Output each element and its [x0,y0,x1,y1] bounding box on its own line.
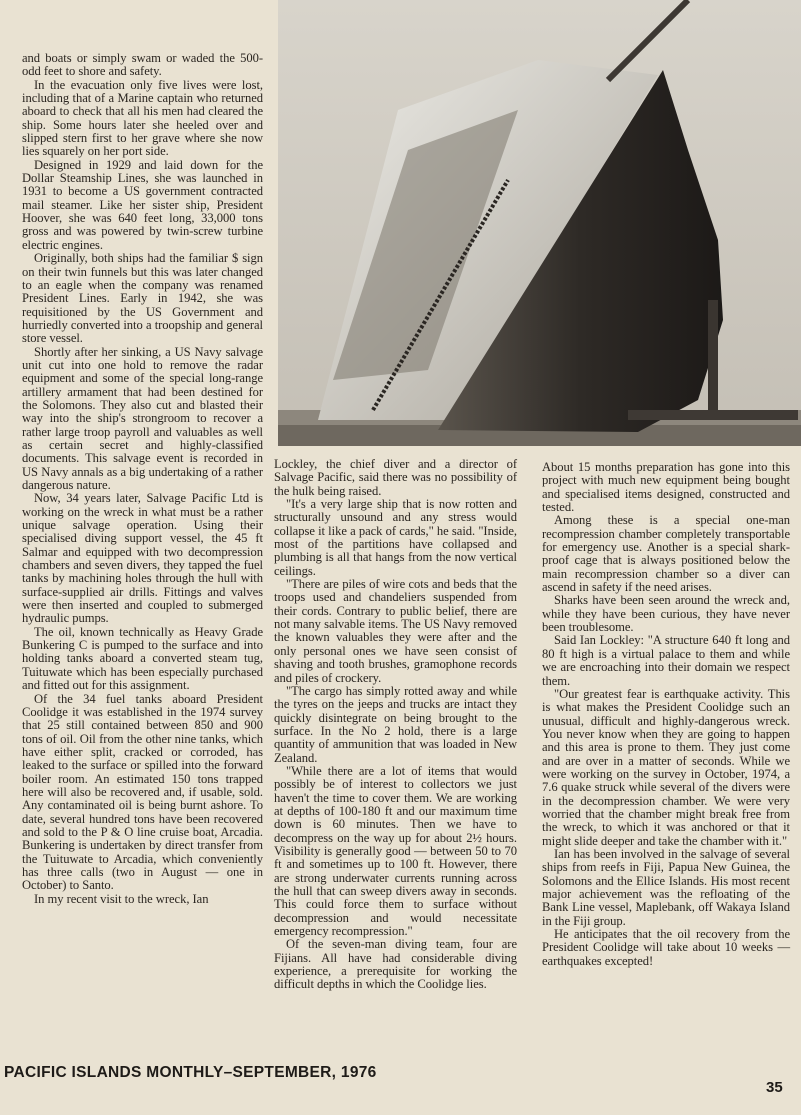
paragraph: "It's a very large ship that is now rotten and structurally unsound and any stress would collapse it like a pack of cards," he said. "Inside, most of the partitions have collapsed and plumbing is all that hangs from the now vertical ceilings. [274,497,517,578]
paragraph: "Our greatest fear is earthquake activity. This is what makes the President Coolidge such an unusual, difficult and highly-dangerous wreck. You never know when they are going to happen and this area is prone to them. They just come and are over in a matter of seconds. While we were working on the survey in October, 1974, a 7.6 quake struck while several of the divers were in the decompression chamber. We were very worried that the chamber might break free from the wreck, to which it was anchored or that it might slide deeper and take the chamber with it." [542,686,790,848]
paragraph: Said Ian Lockley: "A structure 640 ft long and 80 ft high is a virtual palace to them and while we are encroaching into their domain we respect them. [542,633,790,688]
paragraph: Now, 34 years later, Salvage Pacific Ltd is working on the wreck in what must be a rather unique salvage operation. Using their specialised diving support vessel, the 45 ft Salmar and equipped with two decompression chambers and seven divers, they tapped the fuel tanks by machining holes through the hull with surface-supplied air drills. Fittings and valves were then inserted and coupled to submerged hydraulic pumps. [22,491,263,626]
paragraph: Among these is a special one-man recompression chamber completely transportable for emergency use. Another is a special shark-proof cage that is always positioned below the main recompression chamber so a diver can ascend in safety if the need arises. [542,513,790,595]
paragraph: Ian has been involved in the salvage of several ships from reefs in Fiji, Papua New Guinea, the Solomons and the Ellice Islands. His most recent major achievement was the refloating of the Bank Line vessel, Maplebank, off Wakaya Island in the Fiji group. [542,846,790,928]
paragraph: "While there are a lot of items that would possibly be of interest to collectors we just haven't the time to cover them. We are working at depths of 100-180 ft and our maximum time down is 60 minutes. Then we have to decompress on the way up for about 2½ hours. Visibility is generally good — between 50 to 70 ft and sometimes up to 100 ft. However, there are strong underwater currents running across the hull that can sweep divers away in seconds. This could force them to surface without decompression and would necessitate emergency recompression." [274,763,517,939]
paragraph: and boats or simply swam or waded the 500-odd feet to shore and safety. [22,51,263,79]
paragraph: In the evacuation only five lives were lost, including that of a Marine captain who returned aboard to check that all his men had cleared the ship. Some hours later she heeled over and slipped stern first to her grave where she now lies squarely on her port side. [22,77,263,159]
paragraph: About 15 months preparation has gone into this project with much new equipment being bought and specialised items designed, constructed and tested. [542,460,790,515]
paragraph: "The cargo has simply rotted away and while the tyres on the jeeps and trucks are intact they quickly disintegrate on being brought to the surface. In the No 2 hold, there is a large quantity of ammunition that was loaded in New Zealand. [274,683,517,765]
paragraph: Designed in 1929 and laid down for the Dollar Steamship Lines, she was launched in 1931 to become a US government contracted mail steamer. Like her sister ship, President Hoover, she was 640 feet long, 33,000 tons gross and was powered by twin-screw turbine electric engines. [22,157,263,252]
article-column-2 [274,458,517,992]
paragraph: In my recent visit to the wreck, Ian [34,891,209,906]
paragraph: Of the 34 fuel tanks aboard President Coolidge it was established in the 1974 survey that 25 still contained between 850 and 900 tons of oil. Oil from the other nine tanks, which have either split, cracked or corroded, has leaked to the surface or spilled into the forward boiler room. An estimated 150 tons trapped here will also be recovered and, if usable, sold. Any contaminated oil is being burnt ashore. To date, several hundred tons have been recovered and sold to the P & O line cruise boat, Arcadia. Bunkering is undertaken by direct transfer from the Tuituwate to Arcadia, which conveniently has three calls (two in August — one in October) to Santo. [22,691,263,893]
paragraph: Sharks have been seen around the wreck and, while they have been curious, they have never been troublesome. [542,593,790,635]
paragraph: "There are piles of wire cots and beds that the troops used and chandeliers suspended from their cords. Contrary to public belief, there are not many salvable items. The US Navy removed the known valuables they were after and the only personal ones we have seen consist of shaving and tooth brushes, gramophone records and piles of crockery. [274,577,517,685]
paragraph: Lockley, the chief diver and a director of Salvage Pacific, said there was no possibility of the hulk being raised. [274,457,517,498]
ship-listing-photo [278,0,801,446]
article-column-3 [542,461,790,968]
paragraph: Shortly after her sinking, a US Navy salvage unit cut into one hold to remove the radar equipment and some of the special long-range artillery armament that had been destined for the Solomons. They also cut and blasted their way into the ship's strongroom to recover a rather large troop payroll and valuables as well as certain secret and highly-classified documents. This salvage event is recorded in US Navy annals as a big undertaking of a rather dangerous nature. [22,344,263,492]
page-number: 35 [766,1079,783,1096]
publication-footer: PACIFIC ISLANDS MONTHLY–SEPTEMBER, 1976 [4,1064,377,1081]
paragraph: The oil, known technically as Heavy Grade Bunkering C is pumped to the surface and into holding tanks aboard a converted steam tug, Tuituwate which has been especially purchased and fitted out for this assignment. [22,624,263,693]
paragraph: He anticipates that the oil recovery from the President Coolidge will take about 10 weeks — earthquakes excepted! [542,927,790,968]
paragraph: Originally, both ships had the familiar $ sign on their twin funnels but this was later changed to an eagle when the company was renamed President Lines. Early in 1942, she was requisitioned by the US Government and hurriedly converted into a troopship and general store vessel. [22,251,263,346]
article-column-1 [22,52,263,906]
paragraph: Of the seven-man diving team, four are Fijians. All have had considerable diving experience, a prerequisite for working the difficult depths in which the Coolidge lies. [274,937,517,992]
